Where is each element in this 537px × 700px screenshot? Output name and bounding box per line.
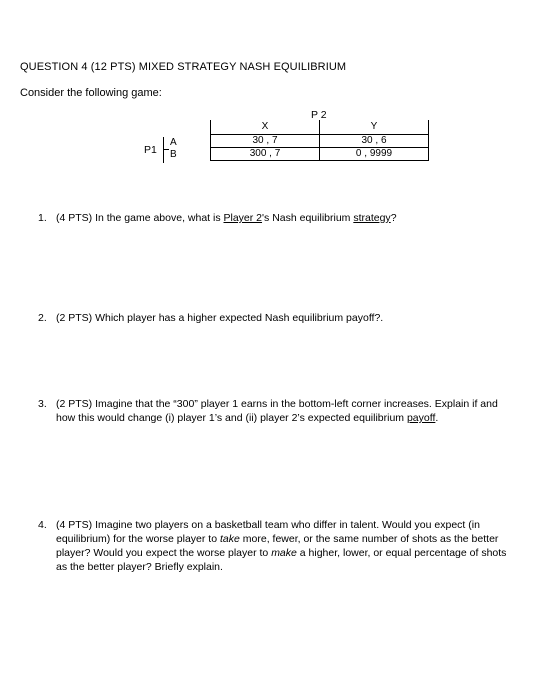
row-brace xyxy=(163,137,170,163)
payoff-cell-by: 0 , 9999 xyxy=(320,148,429,161)
question-text: (2 PTS) Imagine that the “300” player 1 earns in the bottom-left corner increases. Explain if and how this would change (i) player 1’s and (ii) player 2’s expected equilibrium payoff. xyxy=(56,398,498,424)
player1-label: P1 xyxy=(144,144,157,156)
question-text: (4 PTS) In the game above, what is Player 2's Nash equilibrium strategy? xyxy=(56,212,397,224)
table-row xyxy=(211,148,429,161)
question-number: 3. xyxy=(38,398,47,410)
question-number: 1. xyxy=(38,212,47,224)
payoff-cell-ax: 30 , 7 xyxy=(211,135,320,148)
row-label-b: B xyxy=(170,149,177,160)
payoff-matrix xyxy=(210,120,429,161)
column-header-x: X xyxy=(211,120,320,135)
player2-label: P 2 xyxy=(311,109,327,121)
question-text: (4 PTS) Imagine two players on a basketball team who differ in talent. Would you expect (in equilibrium) for the worse player to take more, fewer, or the same number of shots as the better player? Would you expect the worse player to make a higher, lower, or equal percentage of shots as the better player? Briefly explain. xyxy=(56,519,507,573)
row-label-a: A xyxy=(170,137,177,148)
question-number: 2. xyxy=(38,312,47,324)
question-number: 4. xyxy=(38,519,47,531)
table-row xyxy=(211,135,429,148)
question-title: QUESTION 4 (12 PTS) MIXED STRATEGY NASH EQUILIBRIUM xyxy=(20,61,347,73)
payoff-cell-ay: 30 , 6 xyxy=(320,135,429,148)
intro-text: Consider the following game: xyxy=(20,87,162,99)
payoff-cell-bx: 300 , 7 xyxy=(211,148,320,161)
question-text: (2 PTS) Which player has a higher expected Nash equilibrium payoff?. xyxy=(56,312,384,324)
column-header-y: Y xyxy=(320,120,429,135)
